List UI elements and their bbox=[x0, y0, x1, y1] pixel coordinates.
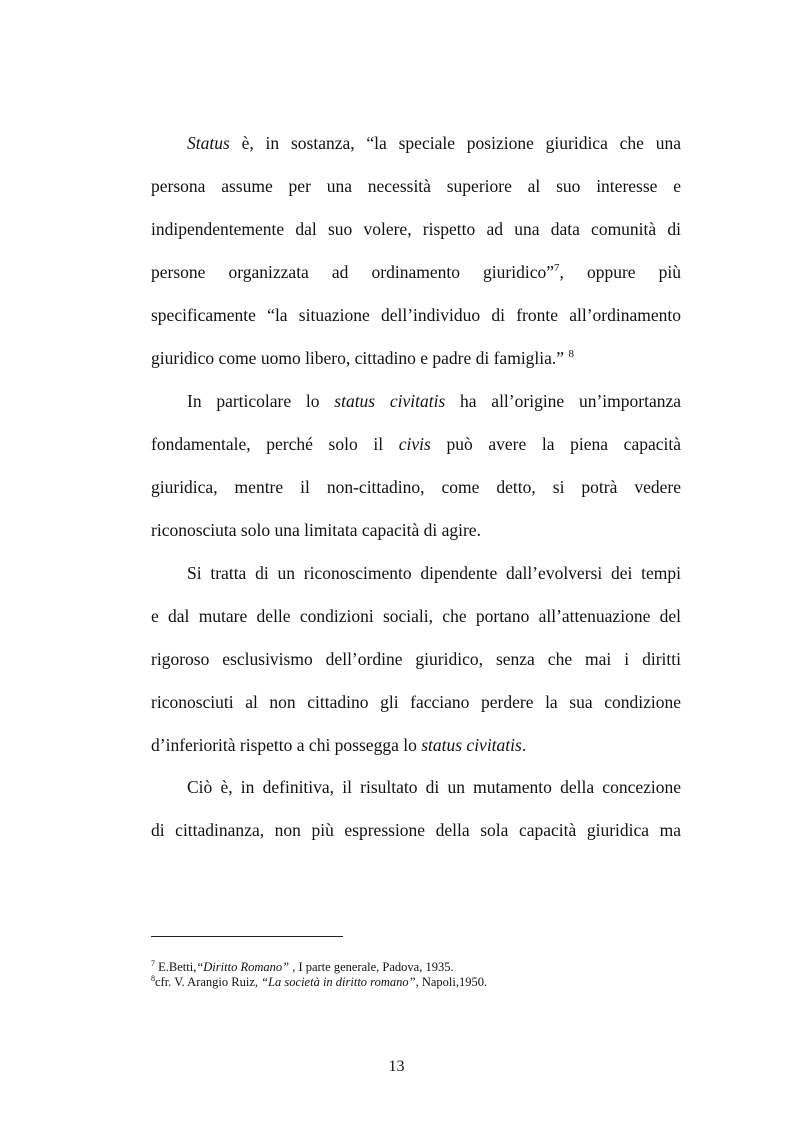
term-status-civitatis: status civitatis bbox=[334, 391, 446, 411]
footnote-ref-7: 7 bbox=[553, 262, 560, 275]
paragraph-2: In particolare lo status civitatis ha all’origine un’importanza fondamentale, perché solo il civis può avere la piena capacità giuridica, mentre il non-cittadino, come detto, si potrà vedere riconosciuta solo una limitata capacità di agire. bbox=[151, 391, 681, 540]
term-status-civitatis-2: status civitatis bbox=[421, 735, 522, 755]
footnote-ref-8: 8 bbox=[568, 348, 574, 361]
footnote-7: $^7$ E.Betti,“Diritto Romano” , I parte generale, Padova, 1935. bbox=[151, 958, 454, 974]
page-number: 13 bbox=[388, 1058, 405, 1075]
paragraph-4: Ciò è, in definitiva, il risultato di un mutamento della concezione di cittadinanza, non più espressione della sola capacità giuridica ma bbox=[151, 777, 681, 840]
term-status: Status bbox=[187, 133, 230, 153]
footnote-8: $^8$cfr. V. Arangio Ruiz, “La società in diritto romano”, Napoli,1950. bbox=[151, 973, 488, 989]
footnote-separator bbox=[151, 936, 343, 937]
paragraph-3: Si tratta di un riconoscimento dipendente dall’evolversi dei tempi e dal mutare delle condizioni sociali, che portano all’attenuazione del rigoroso esclusivismo dell’ordine giuridico, senza che mai i diritti riconosciuti al non cittadino gli facciano perdere la sua condizione d’inferiorità rispetto a chi possegga lo status civitatis. bbox=[151, 563, 681, 755]
paragraph-1: Status è, in sostanza, “la speciale posizione giuridica che una persona assume per una necessità superiore al suo interesse e indipendentemente dal suo volere, rispetto ad una data comunità di persone organizzata ad ordinamento giuridico”$^7$, oppure più specificamente “la situazione dell’individuo di fronte all’ordinamento giuridico come uomo libero, cittadino e padre di famiglia.” $^8$ bbox=[151, 133, 681, 368]
term-civis: civis bbox=[398, 434, 431, 454]
